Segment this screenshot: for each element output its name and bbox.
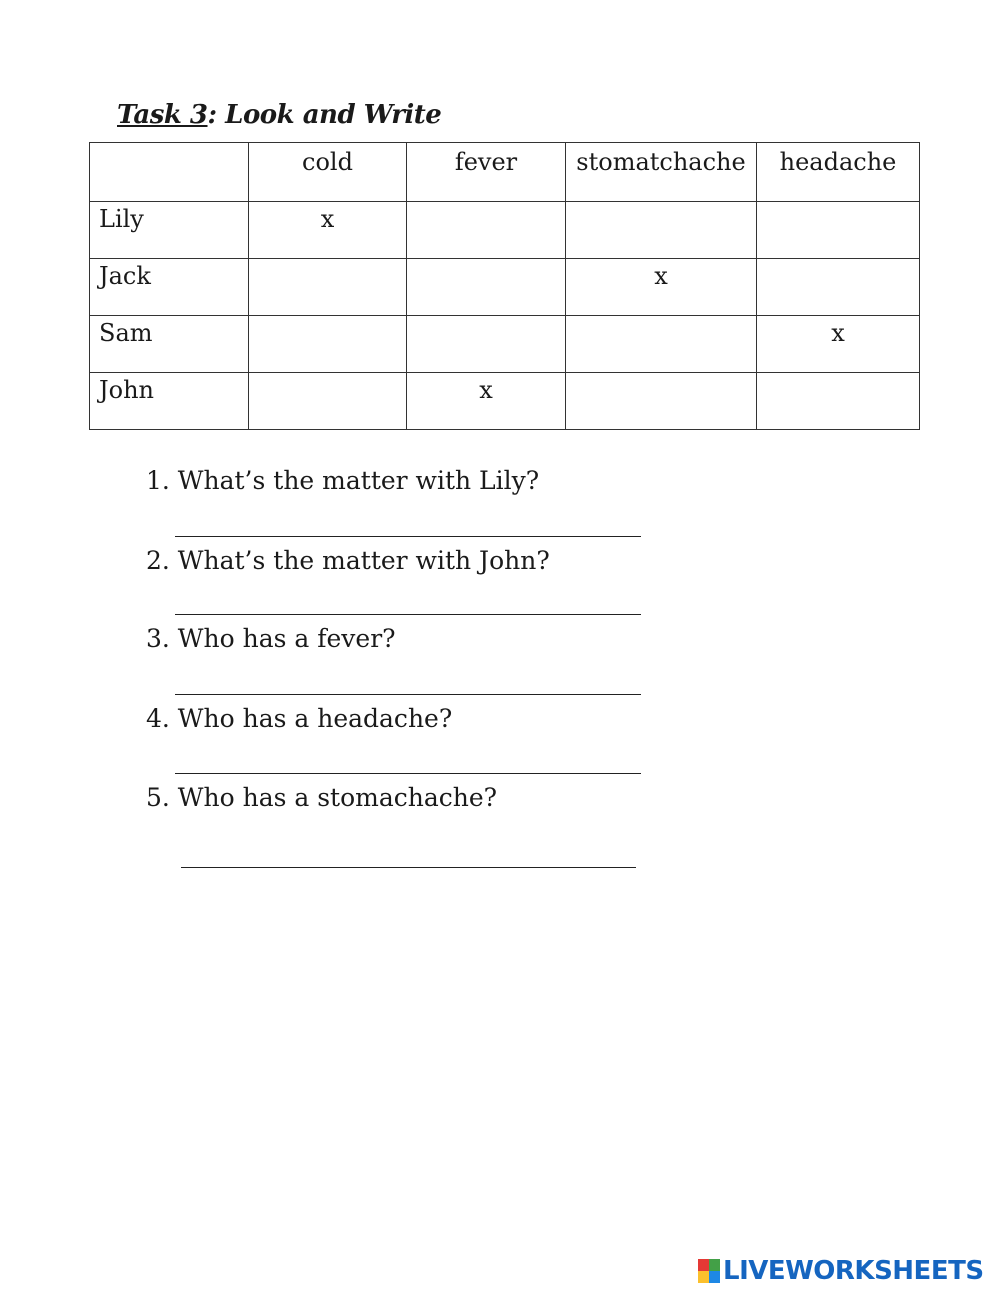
header-cell-cold: cold [249, 143, 407, 202]
table-cell [757, 202, 920, 259]
table-cell: x [407, 373, 566, 430]
row-name: John [90, 373, 249, 430]
question-1: 1. What’s the matter with Lily? [146, 466, 540, 495]
table-cell [407, 202, 566, 259]
table-cell [407, 259, 566, 316]
header-cell-stomachache: stomatchache [566, 143, 757, 202]
table-cell [249, 259, 407, 316]
table-cell [249, 316, 407, 373]
answer-line-2[interactable] [175, 614, 641, 615]
row-name: Lily [90, 202, 249, 259]
liveworksheets-logo-icon [698, 1259, 720, 1283]
table-cell [249, 373, 407, 430]
question-4: 4. Who has a headache? [146, 704, 453, 733]
table-cell [757, 259, 920, 316]
table-cell: x [566, 259, 757, 316]
logo-text: LIVEWORKSHEETS [723, 1256, 984, 1286]
table-cell [757, 373, 920, 430]
answer-line-3[interactable] [175, 694, 641, 695]
header-cell-headache: headache [757, 143, 920, 202]
answer-line-4[interactable] [175, 773, 641, 774]
table-cell [566, 202, 757, 259]
table-cell [407, 316, 566, 373]
table-header-row [90, 143, 920, 202]
liveworksheets-logo [698, 1256, 984, 1286]
table-cell [566, 316, 757, 373]
question-3: 3. Who has a fever? [146, 624, 396, 653]
table-row [90, 202, 920, 259]
table-row [90, 316, 920, 373]
table-cell: x [757, 316, 920, 373]
table-cell [566, 373, 757, 430]
answer-line-1[interactable] [175, 536, 641, 537]
question-5: 5. Who has a stomachache? [146, 783, 498, 812]
answer-line-5[interactable] [181, 867, 636, 868]
symptom-table [89, 142, 920, 430]
table-row [90, 259, 920, 316]
header-cell-fever: fever [407, 143, 566, 202]
question-2: 2. What’s the matter with John? [146, 546, 550, 575]
header-cell-empty [90, 143, 249, 202]
task-title [117, 100, 441, 130]
row-name: Sam [90, 316, 249, 373]
row-name: Jack [90, 259, 249, 316]
table-row [90, 373, 920, 430]
task-label: Task 3 [117, 100, 208, 130]
task-heading: : Look and Write [207, 100, 442, 130]
table-cell: x [249, 202, 407, 259]
